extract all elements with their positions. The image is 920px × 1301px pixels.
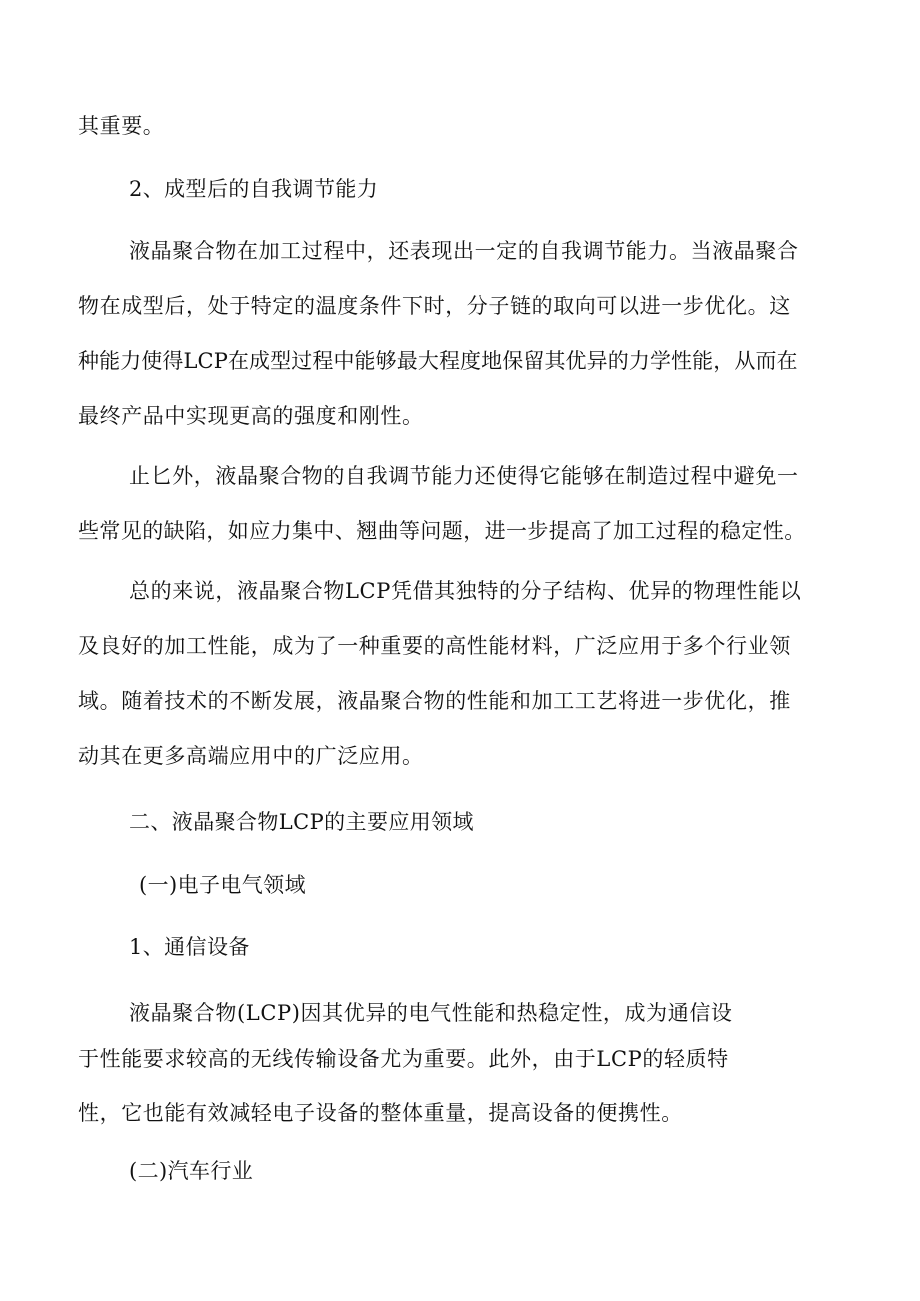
- paragraph-line: 液晶聚合物在加工过程中，还表现出一定的自我调节能力。当液晶聚合: [129, 239, 799, 263]
- paragraph-line: 性，它也能有效减轻电子设备的整体重量，提高设备的便携性。: [78, 1101, 683, 1125]
- paragraph-line: 动其在更多高端应用中的广泛应用。: [78, 744, 424, 768]
- paragraph-line: 总的来说，液晶聚合物LCP凭借其独特的分子结构、优异的物理性能以: [129, 579, 802, 603]
- paragraph-line: 物在成型后，处于特定的温度条件下时，分子链的取向可以进一步优化。这: [78, 294, 791, 318]
- subsection-heading-communication: 1、通信设备: [129, 935, 250, 959]
- paragraph-line: 种能力使得LCP在成型过程中能够最大程度地保留其优异的力学性能，从而在: [78, 349, 798, 373]
- text-line-continuation: 其重要。: [78, 114, 165, 138]
- paragraph-line: 液晶聚合物(LCP)因其优异的电气性能和热稳定性，成为通信设: [129, 1001, 733, 1025]
- subsection-heading-electronics: (一)电子电气领域: [139, 873, 306, 897]
- paragraph-line: 止匕外，液晶聚合物的自我调节能力还使得它能够在制造过程中避免一: [129, 464, 799, 488]
- paragraph-line: 及良好的加工性能，成为了一种重要的高性能材料，广泛应用于多个行业领: [78, 634, 791, 658]
- subsection-heading-automotive: (二)汽车行业: [129, 1159, 254, 1183]
- paragraph-line: 域。随着技术的不断发展，液晶聚合物的性能和加工工艺将进一步优化，推: [78, 689, 791, 713]
- paragraph-line: 最终产品中实现更高的强度和刚性。: [78, 404, 424, 428]
- paragraph-line: 些常见的缺陷，如应力集中、翘曲等问题，进一步提高了加工过程的稳定性。: [78, 519, 806, 543]
- section-heading-applications: 二、液晶聚合物LCP的主要应用领域: [129, 810, 474, 834]
- section-heading-self-adjustment: 2、成型后的自我调节能力: [129, 177, 379, 201]
- paragraph-line: 于性能要求较高的无线传输设备尤为重要。此外，由于LCP的轻质特: [78, 1047, 729, 1071]
